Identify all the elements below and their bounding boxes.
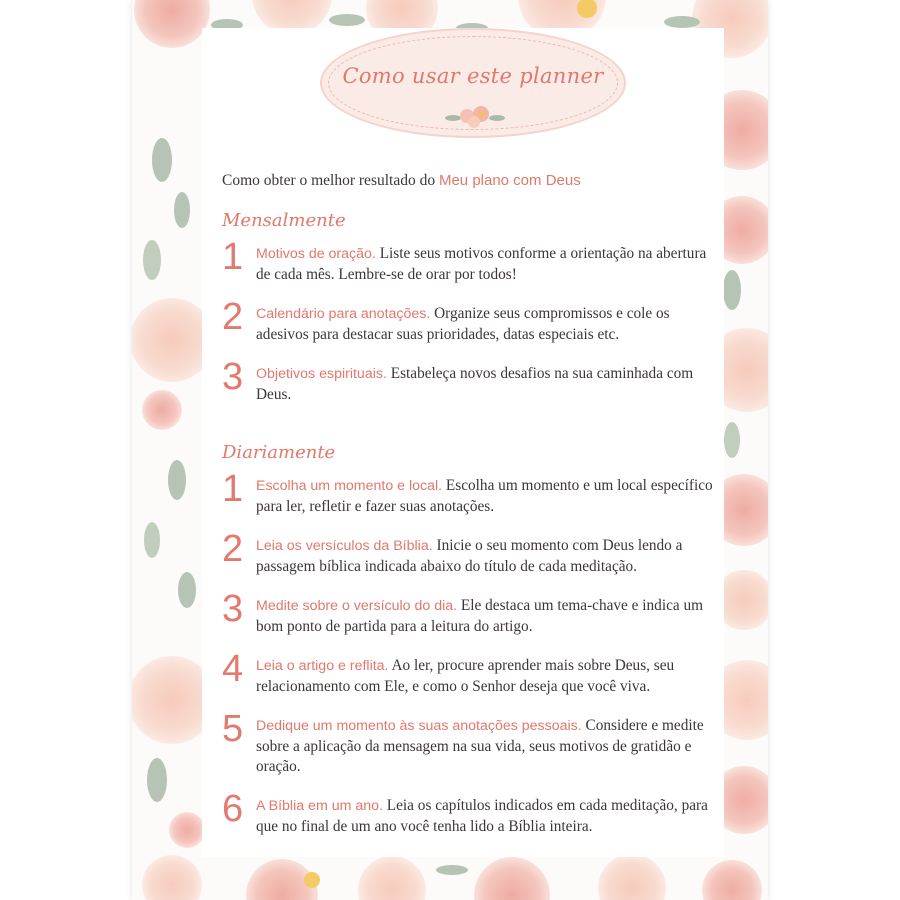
intro-highlight: Meu plano com Deus: [438, 172, 581, 189]
item-text: [256, 364, 718, 405]
item-text: [256, 304, 718, 345]
item-body: Ao ler, procure aprender mais sobre Deus, seu relacionamento com Ele, e como o Senhor deseja que você viva.: [256, 657, 675, 695]
title-badge: [320, 28, 626, 138]
flower-sprig-icon: [443, 100, 507, 132]
item-text: [256, 244, 718, 285]
item-number: 1: [222, 236, 244, 278]
item-highlight: Medite sobre o versículo do dia.: [256, 598, 458, 614]
item-highlight: Leia os versículos da Bíblia.: [256, 538, 433, 554]
intro-line: [222, 172, 581, 190]
intro-text: Como obter o melhor resultado do: [222, 172, 439, 189]
item-highlight: Calendário para anotações.: [256, 306, 431, 322]
list-item: [222, 708, 717, 775]
item-body: Inicie o seu momento com Deus lendo a passagem bíblica indicada abaixo do título de cada meditação.: [256, 537, 683, 575]
item-highlight: A Bíblia em um ano.: [256, 798, 383, 814]
list-item: [222, 296, 717, 354]
item-body: Organize seus compromissos e cole os adesivos para destacar suas prioridades, datas especiais etc.: [256, 305, 670, 343]
item-highlight: Dedique um momento às suas anotações pessoais.: [256, 718, 582, 734]
item-number: 2: [222, 296, 244, 338]
item-number: 3: [222, 588, 244, 630]
planner-page: [132, 0, 768, 900]
item-body: Leia os capítulos indicados em cada meditação, para que no final de um ano você tenha lido a Bíblia inteira.: [256, 797, 708, 835]
page-title: Como usar este planner: [342, 64, 604, 88]
item-body: Liste seus motivos conforme a orientação na abertura de cada mês. Lembre-se de orar por todos!: [256, 245, 707, 283]
section-title-diariamente: Diariamente: [222, 442, 336, 463]
item-number: 4: [222, 648, 244, 690]
list-item: [222, 648, 717, 706]
item-body: Estabeleça novos desafios na sua caminhada com Deus.: [256, 365, 694, 403]
item-number: 6: [222, 788, 244, 830]
list-item: [222, 788, 717, 846]
list-item: [222, 588, 717, 646]
content-panel: [202, 28, 724, 857]
item-highlight: Objetivos espirituais.: [256, 366, 387, 382]
item-body: Ele destaca um tema-chave e indica um bom ponto de partida para a leitura do artigo.: [256, 597, 704, 635]
item-text: [256, 596, 718, 637]
item-body: Considere e medite sobre a aplicação da mensagem na sua vida, seus motivos de gratidão e oração.: [256, 717, 704, 775]
list-item: [222, 528, 717, 586]
section-title-mensalmente: Mensalmente: [222, 210, 346, 231]
item-text: [256, 536, 718, 577]
item-number: 2: [222, 528, 244, 570]
item-number: 3: [222, 356, 244, 398]
item-text: [256, 716, 718, 778]
item-number: 5: [222, 708, 244, 750]
item-highlight: Leia o artigo e reflita.: [256, 658, 389, 674]
item-text: [256, 656, 718, 697]
list-item: [222, 468, 717, 526]
list-item: [222, 236, 717, 294]
item-number: 1: [222, 468, 244, 510]
item-text: [256, 796, 718, 837]
item-highlight: Escolha um momento e local.: [256, 478, 443, 494]
item-highlight: Motivos de oração.: [256, 246, 376, 262]
list-item: [222, 356, 717, 414]
item-text: [256, 476, 718, 517]
item-body: Escolha um momento e um local específico para ler, refletir e fazer suas anotações.: [256, 477, 713, 515]
